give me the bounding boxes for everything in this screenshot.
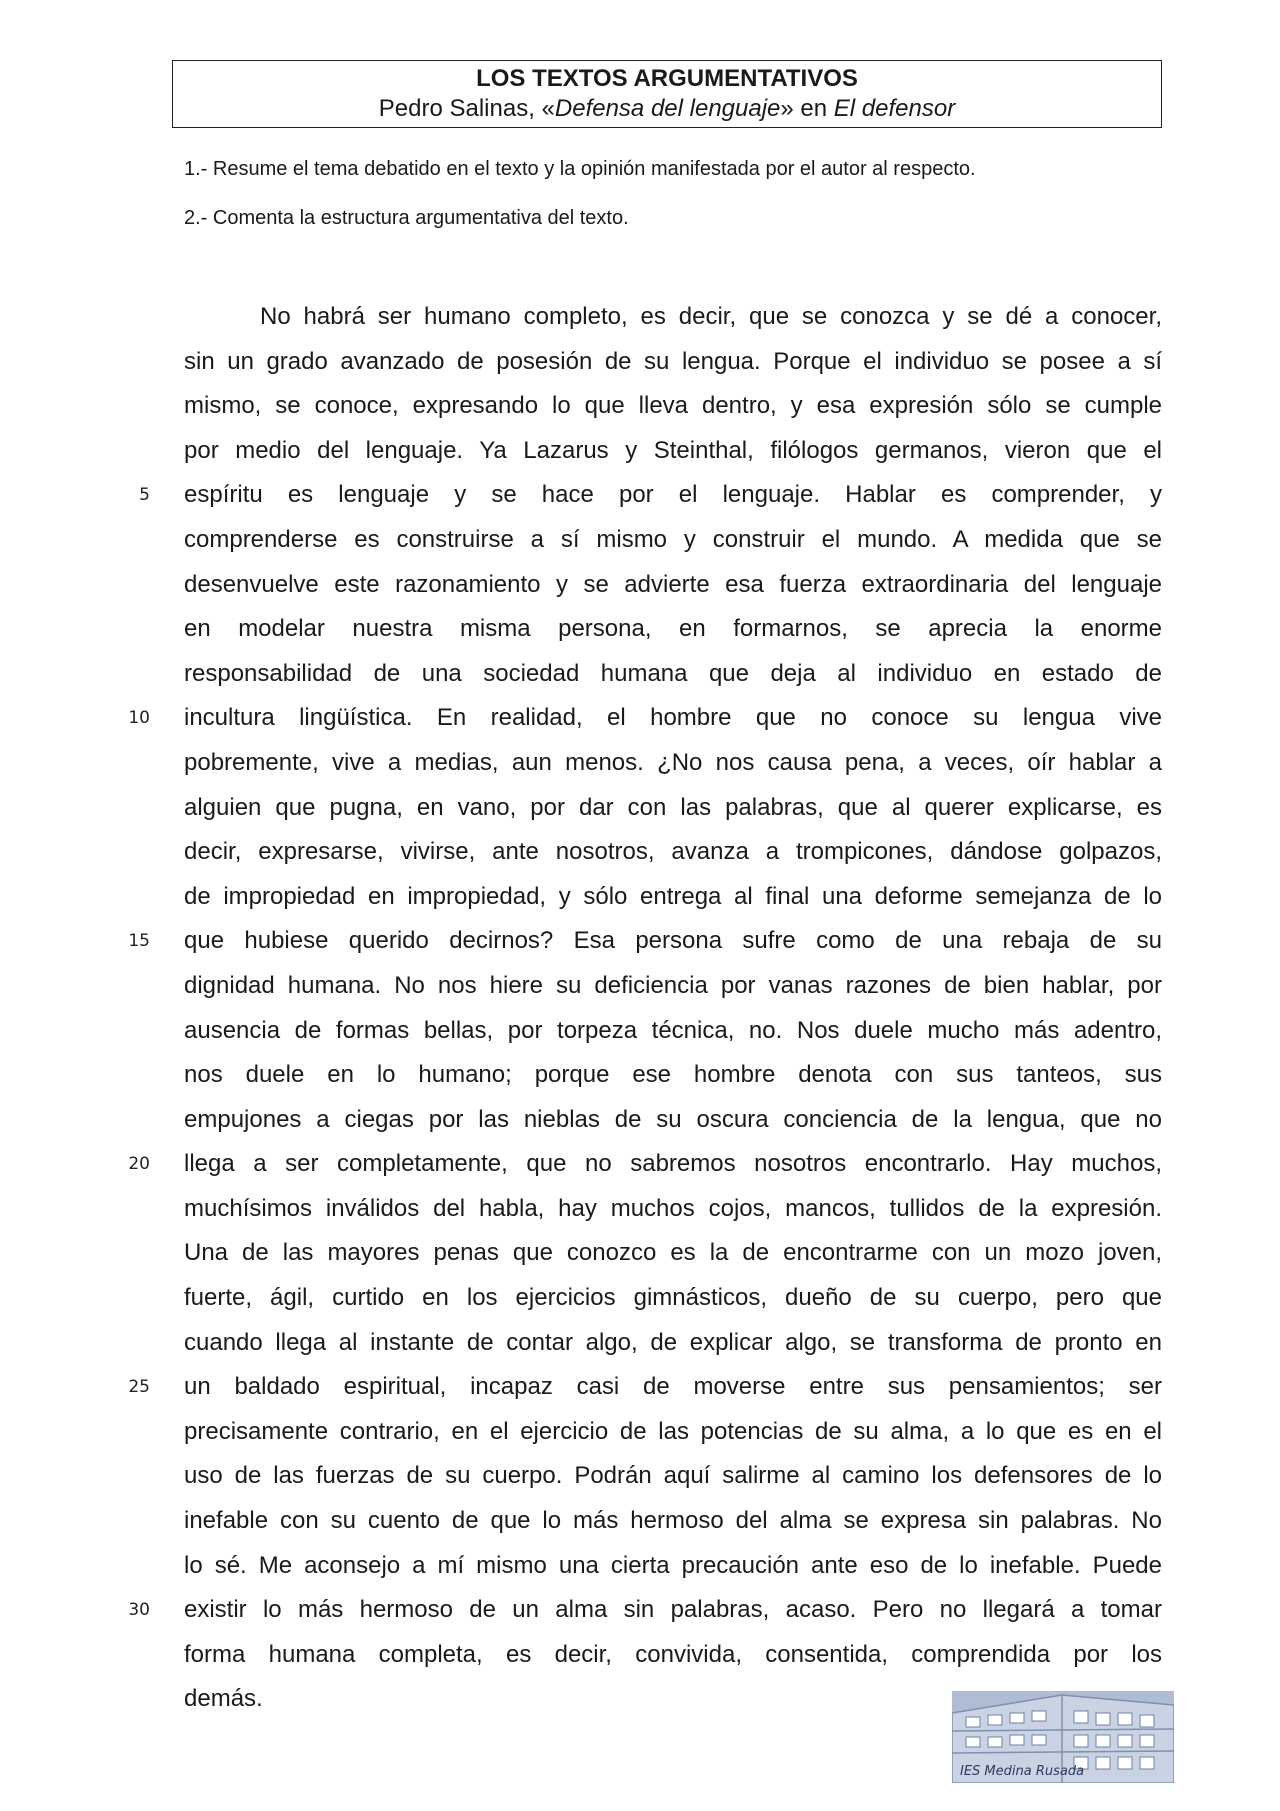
text-line: lo sé. Me aconsejo a mí mismo una cierta precaución ante eso de lo inefable. Puede: [184, 1551, 1162, 1579]
text-line: pobremente, vive a medias, aun menos. ¿No nos causa pena, a veces, oír hablar a: [184, 748, 1162, 776]
line-number: 10: [128, 708, 150, 728]
text-line: mismo, se conoce, expresando lo que lleva dentro, y esa expresión sólo se cumple: [184, 392, 1162, 420]
document-subtitle: [173, 93, 1161, 125]
text-line: desenvuelve este razonamiento y se advierte esa fuerza extraordinaria del lenguaje: [184, 570, 1162, 598]
text-line: nos duele en lo humano; porque ese hombre denota con sus tanteos, sus: [184, 1061, 1162, 1089]
line-number: 25: [128, 1377, 150, 1397]
text-line: que hubiese querido decirnos? Esa persona sufre como de una rebaja de su: [184, 927, 1162, 955]
text-line: precisamente contrario, en el ejercicio de las potencias de su alma, a lo que es en el: [184, 1417, 1162, 1445]
text-line: alguien que pugna, en vano, por dar con las palabras, que al querer explicarse, es: [184, 793, 1162, 821]
source-title: El defensor: [833, 95, 956, 122]
question-2: 2.- Comenta la estructura argumentativa del texto.: [184, 207, 629, 229]
text-line: dignidad humana. No nos hiere su deficiencia por vanas razones de bien hablar, por: [184, 971, 1162, 999]
text-line: en modelar nuestra misma persona, en formarnos, se aprecia la enorme: [184, 615, 1162, 643]
text-line: empujones a ciegas por las nieblas de su oscura conciencia de la lengua, que no: [184, 1105, 1162, 1133]
text-line: incultura lingüística. En realidad, el hombre que no conoce su lengua vive: [184, 704, 1162, 732]
text-line: comprenderse es construirse a sí mismo y construir el mundo. A medida que se: [184, 525, 1162, 553]
line-number: 15: [128, 931, 150, 951]
text-line: No habrá ser humano completo, es decir, que se conozca y se dé a conocer,: [260, 303, 1162, 330]
text-line: ausencia de formas bellas, por torpeza técnica, no. Nos duele mucho más adentro,: [184, 1016, 1162, 1044]
line-number: 5: [139, 485, 150, 505]
text-line: existir lo más hermoso de un alma sin palabras, acaso. Pero no llegará a tomar: [184, 1596, 1162, 1624]
text-line: espíritu es lenguaje y se hace por el lenguaje. Hablar es comprender, y: [184, 481, 1162, 509]
text-line: inefable con su cuento de que lo más hermoso del alma se expresa sin palabras. No: [184, 1507, 1162, 1535]
question-1: 1.- Resume el tema debatido en el texto y la opinión manifestada por el autor al respecto.: [184, 158, 976, 180]
document-title: LOS TEXTOS ARGUMENTATIVOS: [476, 65, 858, 92]
body-text: [184, 295, 1162, 1722]
line-number: 20: [128, 1154, 150, 1174]
text-line: fuerte, ágil, curtido en los ejercicios gimnásticos, dueño de su cuerpo, pero que: [184, 1284, 1162, 1312]
text-line: un baldado espiritual, incapaz casi de moverse entre sus pensamientos; ser: [184, 1373, 1162, 1401]
text-line: decir, expresarse, vivirse, ante nosotros, avanza a trompicones, dándose golpazos,: [184, 838, 1162, 866]
title-box: [172, 60, 1162, 128]
text-line: Una de las mayores penas que conozco es la de encontrarme con un mozo joven,: [184, 1239, 1162, 1267]
text-line: muchísimos inválidos del habla, hay muchos cojos, mancos, tullidos de la expresión.: [184, 1194, 1162, 1222]
text-line: demás.: [184, 1685, 263, 1713]
text-line: cuando llega al instante de contar algo, de explicar algo, se transforma de pronto en: [184, 1328, 1162, 1356]
source-connector: » en: [780, 95, 834, 122]
text-line: por medio del lenguaje. Ya Lazarus y Steinthal, filólogos germanos, vieron que el: [184, 436, 1162, 464]
text-line: llega a ser completamente, que no sabremos nosotros encontrarlo. Hay muchos,: [184, 1150, 1162, 1178]
line-number: 30: [128, 1600, 150, 1620]
school-logo: [952, 1691, 1174, 1783]
text-line: responsabilidad de una sociedad humana que deja al individuo en estado de: [184, 659, 1162, 687]
text-line: uso de las fuerzas de su cuerpo. Podrán aquí salirme al camino los defensores de lo: [184, 1462, 1162, 1490]
author-name: Pedro Salinas, «: [378, 95, 555, 122]
school-logo-text: IES Medina Rusada: [960, 1764, 1085, 1779]
text-line: sin un grado avanzado de posesión de su lengua. Porque el individuo se posee a sí: [184, 347, 1162, 375]
text-line: forma humana completa, es decir, convivida, consentida, comprendida por los: [184, 1640, 1162, 1668]
work-title: Defensa del lenguaje: [554, 95, 781, 122]
text-line: de impropiedad en impropiedad, y sólo entrega al final una deforme semejanza de lo: [184, 882, 1162, 910]
